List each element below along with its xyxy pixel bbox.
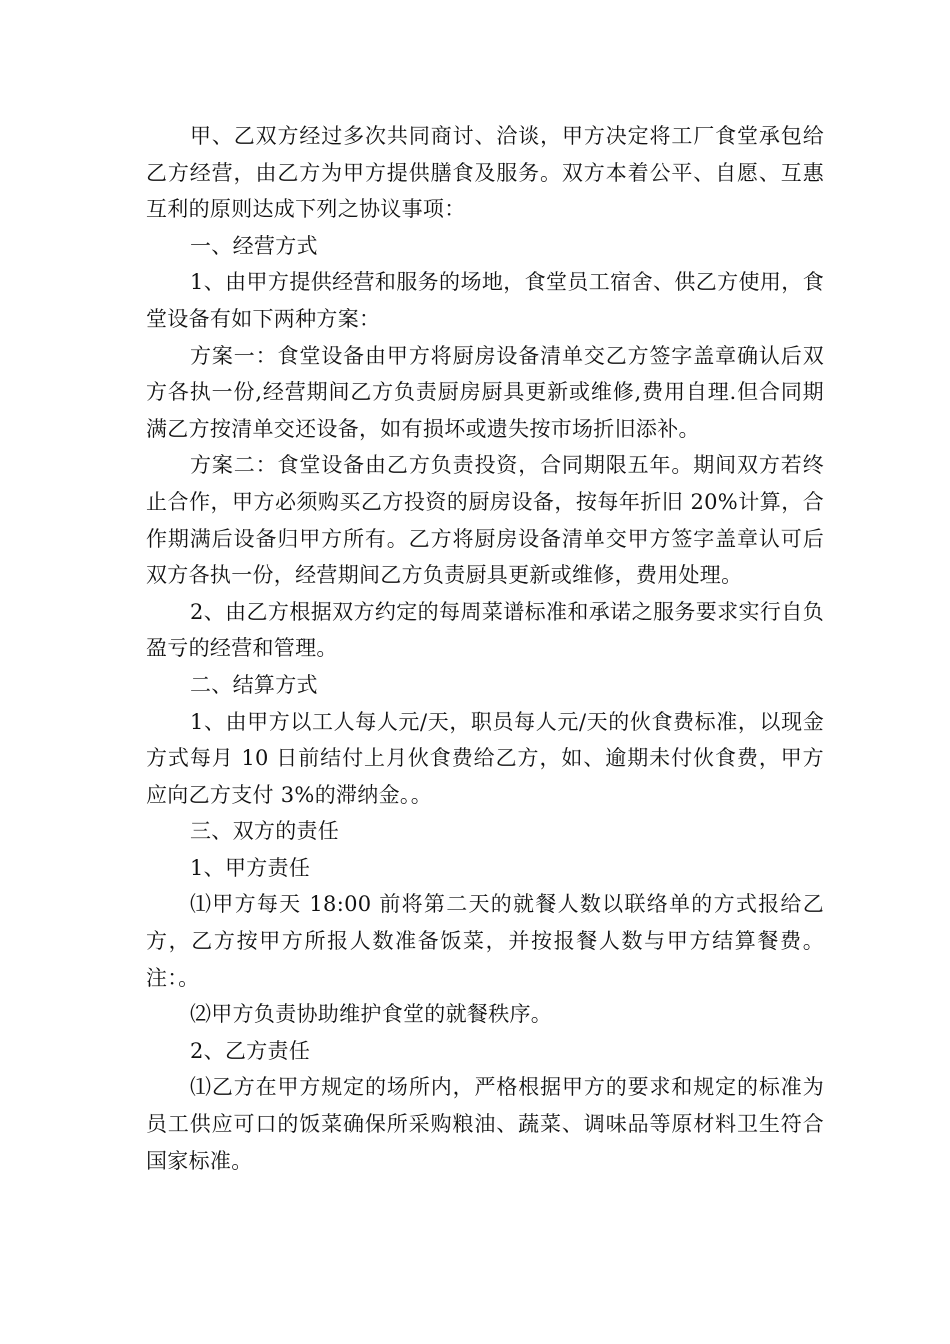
intro-paragraph: 甲、乙双方经过多次共同商讨、洽谈，甲方决定将工厂食堂承包给乙方经营，由乙方为甲方提供膳食及服务。双方本着公平、自愿、互惠互利的原则达成下列之协议事项： (146, 124, 824, 222)
clause-paragraph: 1、由甲方以工人每人元/天，职员每人元/天的伙食费标准，以现金方式每月 10 日前结付上月伙食费给乙方，如、逾期未付伙食费，甲方应向乙方支付 3%的滞纳金。。 (146, 709, 824, 807)
clause-paragraph: 2、由乙方根据双方约定的每周菜谱标准和承诺之服务要求实行自负盈亏的经营和管理。 (146, 599, 824, 661)
plan-two-paragraph: 方案二：食堂设备由乙方负责投资，合同期限五年。期间双方若终止合作，甲方必须购买乙方投资的厨房设备，按每年折旧 20%计算，合作期满后设备归甲方所有。乙方将厨房设备清单交甲方签字盖章认可后双方各执一份，经营期间乙方负责厨具更新或维修，费用处理。 (146, 453, 824, 588)
document-body (146, 118, 824, 1179)
section-heading-responsibilities: 三、双方的责任 (190, 819, 340, 844)
clause-paragraph: 1、由甲方提供经营和服务的场地，食堂员工宿舍、供乙方使用，食堂设备有如下两种方案： (146, 270, 824, 331)
clause-paragraph: ⑴甲方每天 18:00 前将第二天的就餐人数以联络单的方式报给乙方，乙方按甲方所报人数准备饭菜，并按报餐人数与甲方结算餐费。注：。 (146, 892, 824, 990)
subsection-heading-party-b: 2、乙方责任 (190, 1038, 311, 1063)
section-heading-operation: 一、经营方式 (190, 233, 318, 258)
plan-one-paragraph: 方案一：食堂设备由甲方将厨房设备清单交乙方签字盖章确认后双方各执一份,经营期间乙方负责厨房厨具更新或维修,费用自理.但合同期满乙方按清单交还设备，如有损坏或遗失按市场折旧添补。 (146, 343, 824, 441)
clause-paragraph: ⑴乙方在甲方规定的场所内，严格根据甲方的要求和规定的标准为员工供应可口的饭菜确保所采购粮油、蔬菜、调味品等原材料卫生符合国家标准。 (146, 1075, 824, 1173)
subsection-heading-party-a: 1、甲方责任 (190, 855, 311, 880)
section-heading-settlement: 二、结算方式 (190, 672, 318, 697)
clause-paragraph: ⑵甲方负责协助维护食堂的就餐秩序。 (190, 1002, 553, 1027)
